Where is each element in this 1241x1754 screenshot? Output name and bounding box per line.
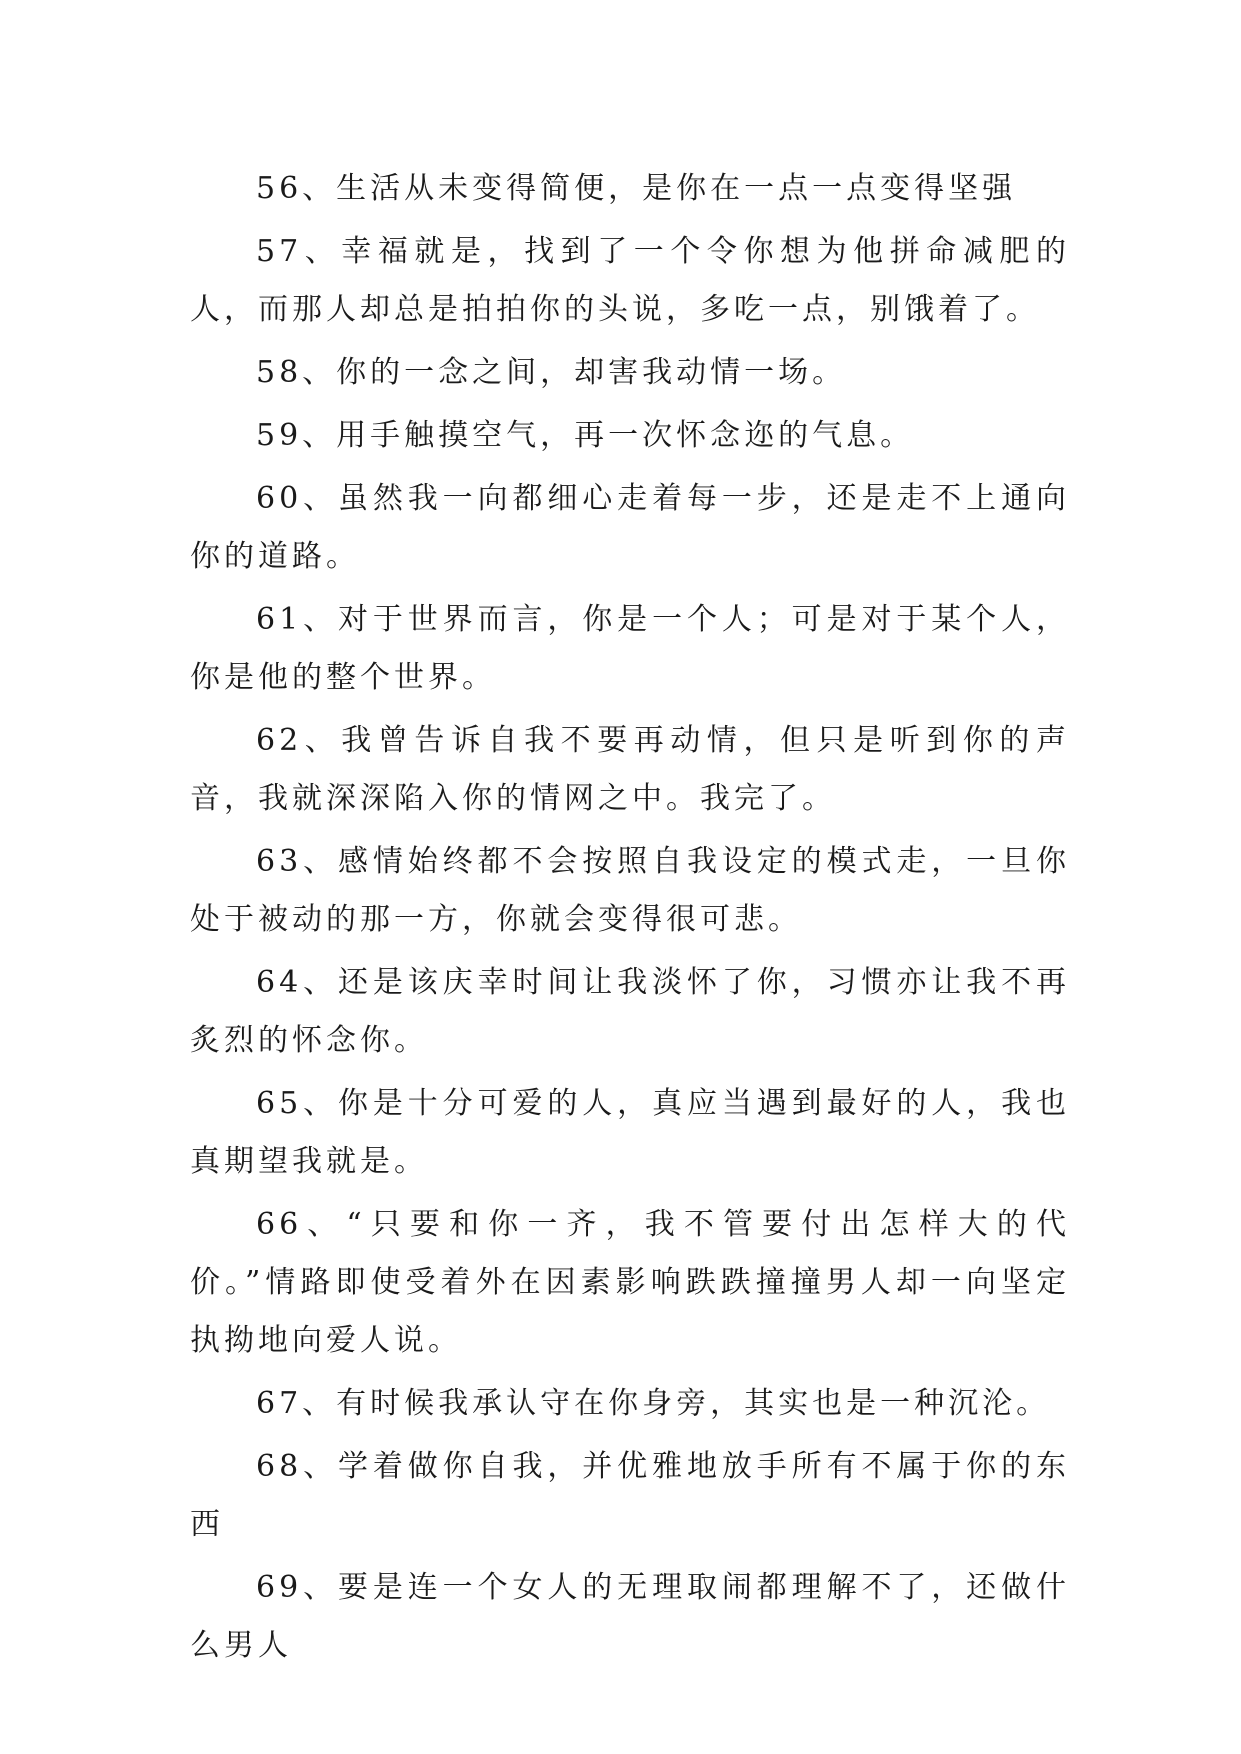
paragraph-61: 61、对于世界而言，你是一个人；可是对于某个人，你是他的整个世界。 (190, 602, 1070, 695)
paragraph-58: 58、你的一念之间，却害我动情一场。 (256, 355, 847, 390)
paragraph-57: 57、幸福就是，找到了一个令你想为他拼命减肥的人，而那人却总是拍拍你的头说，多吃一点，别饿着了。 (190, 234, 1070, 327)
paragraph-66: 66、“只要和你一齐，我不管要付出怎样大的代价。”情路即使受着外在因素影响跌跌撞撞男人却一向坚定执拗地向爱人说。 (190, 1207, 1070, 1358)
paragraph-68: 68、学着做你自我，并优雅地放手所有不属于你的东西 (190, 1449, 1070, 1542)
paragraph-63: 63、感情始终都不会按照自我设定的模式走，一旦你处于被动的那一方，你就会变得很可悲。 (190, 844, 1070, 937)
paragraph-69: 69、要是连一个女人的无理取闹都理解不了，还做什么男人 (190, 1570, 1070, 1663)
paragraph-62: 62、我曾告诉自我不要再动情，但只是听到你的声音，我就深深陷入你的情网之中。我完了。 (190, 723, 1070, 816)
paragraph-65: 65、你是十分可爱的人，真应当遇到最好的人，我也真期望我就是。 (190, 1086, 1070, 1179)
paragraph-64: 64、还是该庆幸时间让我淡怀了你，习惯亦让我不再炙烈的怀念你。 (190, 965, 1070, 1058)
paragraph-60: 60、虽然我一向都细心走着每一步，还是走不上通向你的道路。 (190, 481, 1070, 574)
paragraph-59: 59、用手触摸空气，再一次怀念迩的气息。 (256, 418, 915, 453)
document-body (190, 160, 1070, 1680)
paragraph-67: 67、有时候我承认守在你身旁，其实也是一种沉沦。 (256, 1386, 1051, 1421)
paragraph-56: 56、生活从未变得简便，是你在一点一点变得坚强 (256, 171, 1017, 206)
